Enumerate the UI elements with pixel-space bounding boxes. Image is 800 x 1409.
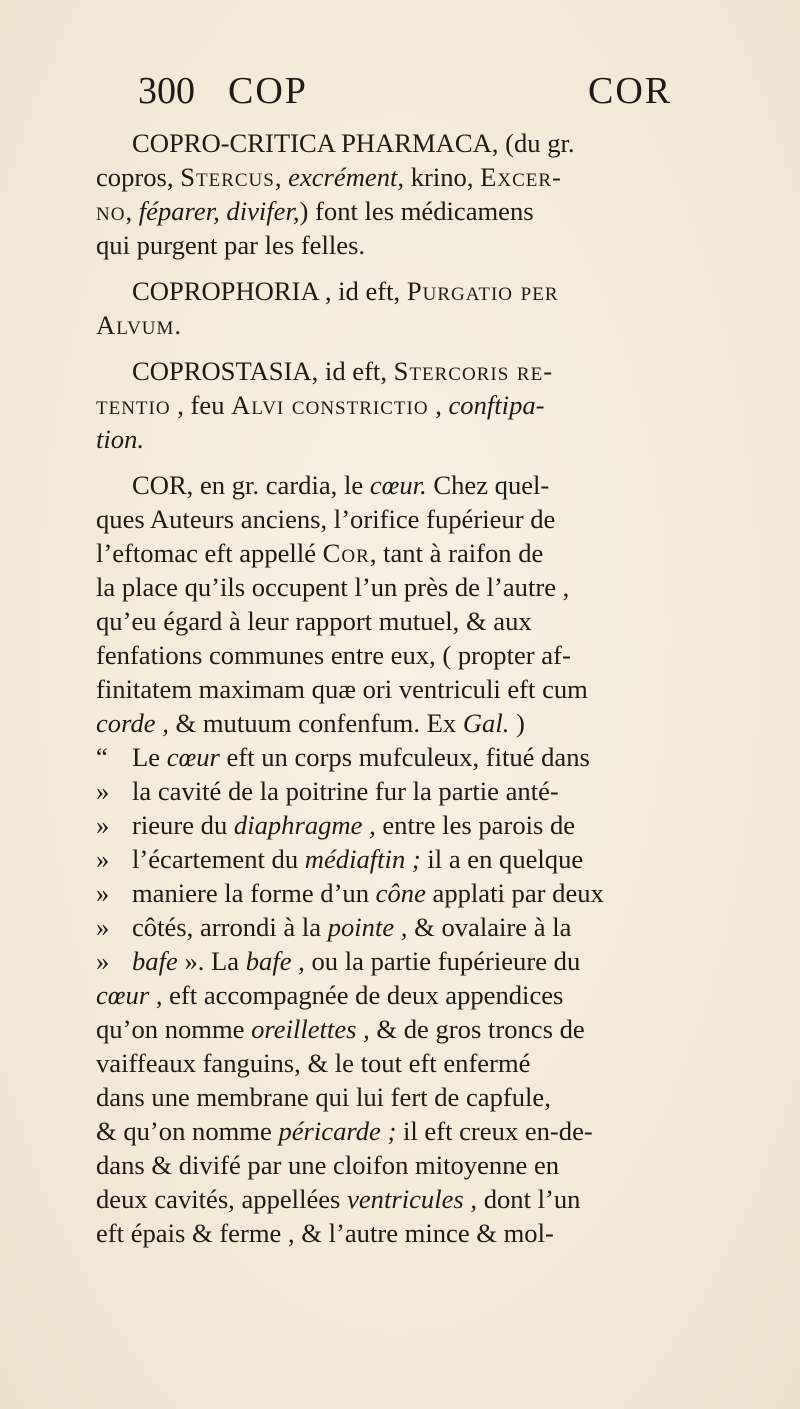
small-caps-text: Alvi constrictio xyxy=(231,390,429,420)
small-caps-text: tentio xyxy=(96,390,171,420)
text-segment: l’eftomac eft appellé xyxy=(96,538,323,568)
small-caps-text: Stercus xyxy=(180,162,275,192)
italic-text: pointe , xyxy=(327,912,408,942)
small-caps-text: Purgatio per xyxy=(406,276,559,306)
text-line xyxy=(96,1114,786,1148)
italic-text: conftipa- xyxy=(448,390,545,420)
text-line xyxy=(96,160,786,194)
italic-text: Gal. xyxy=(462,708,510,738)
text-line xyxy=(96,502,786,536)
running-head-left: COP xyxy=(228,70,308,112)
text-segment: & qu’on nomme xyxy=(96,1116,279,1146)
text-segment: , xyxy=(428,390,449,420)
quotation-mark: » xyxy=(96,878,110,908)
small-caps-text: Stercoris re- xyxy=(393,356,554,386)
text-segment: qu’eu égard à leur rapport mutuel, & aux xyxy=(96,606,532,636)
text-line xyxy=(96,228,786,262)
text-segment: ». La xyxy=(177,946,246,976)
entry-spacer xyxy=(96,456,786,468)
italic-text: médiaftin ; xyxy=(304,844,421,874)
text-segment: ) font les médicamens xyxy=(299,196,534,226)
text-segment: , feu xyxy=(170,390,232,420)
small-caps-text: no xyxy=(96,196,126,226)
text-line xyxy=(96,388,786,422)
italic-text: cœur. xyxy=(369,470,427,500)
italic-text: bafe , xyxy=(245,946,305,976)
text-segment: il eft creux en-de- xyxy=(396,1116,593,1146)
text-segment: vaiffeaux fanguins, & le tout eft enfermé xyxy=(96,1048,531,1078)
text-line xyxy=(96,978,786,1012)
text-segment: eft accompagnée de deux appendices xyxy=(162,980,564,1010)
text-line xyxy=(96,672,786,706)
italic-text: bafe xyxy=(132,946,178,976)
text-line xyxy=(96,1080,786,1114)
text-segment: fenfations communes entre eux, ( propter af- xyxy=(96,640,571,670)
text-line xyxy=(96,706,786,740)
text-line xyxy=(96,842,786,876)
text-line xyxy=(96,740,786,774)
text-segment: copros, xyxy=(96,162,181,192)
text-segment: deux cavités, appellées xyxy=(96,1184,348,1214)
text-segment: eft un corps mufculeux, fitué dans xyxy=(219,742,590,772)
italic-text: cœur , xyxy=(96,980,163,1010)
text-segment: rieure du xyxy=(132,810,234,840)
italic-text: oreillettes , xyxy=(251,1014,370,1044)
text-segment: & ovalaire à la xyxy=(407,912,572,942)
text-segment: COPRO-CRITICA PHARMACA, (du gr. xyxy=(132,128,575,158)
running-header xyxy=(138,66,778,116)
text-line xyxy=(96,422,786,456)
italic-text: diaphragme , xyxy=(233,810,376,840)
small-caps-text: Cor xyxy=(322,538,370,568)
text-segment: COPROPHORIA , id eft, xyxy=(132,276,407,306)
italic-text: péricarde ; xyxy=(278,1116,397,1146)
italic-text: tion. xyxy=(96,424,145,454)
text-line xyxy=(96,536,786,570)
text-segment: COR, en gr. cardia, le xyxy=(132,470,370,500)
text-line xyxy=(96,1012,786,1046)
quotation-mark: » xyxy=(96,912,110,942)
text-line xyxy=(96,1216,786,1250)
page-number: 300 xyxy=(138,70,195,112)
text-line xyxy=(96,944,786,978)
small-caps-text: Alvum. xyxy=(96,310,183,340)
text-line xyxy=(96,876,786,910)
text-segment: , xyxy=(125,196,139,226)
text-segment: COPROSTASIA, id eft, xyxy=(132,356,394,386)
running-head-right: COR xyxy=(588,70,673,112)
text-segment: dans & divifé par une cloifon mitoyenne en xyxy=(96,1150,560,1180)
text-segment: la cavité de la poitrine fur la partie anté- xyxy=(132,776,559,806)
text-segment: ) xyxy=(509,708,525,738)
text-segment: finitatem maximam quæ ori ventriculi eft cum xyxy=(96,674,588,704)
text-segment: applati par deux xyxy=(425,878,604,908)
text-line xyxy=(96,604,786,638)
text-segment: , xyxy=(274,162,289,192)
text-segment: dont l’un xyxy=(477,1184,581,1214)
text-segment: eft épais & ferme , & l’autre mince & mol- xyxy=(96,1218,554,1248)
text-segment: la place qu’ils occupent l’un près de l’autre , xyxy=(96,572,570,602)
italic-text: cœur xyxy=(166,742,220,772)
italic-text: excrément, xyxy=(288,162,405,192)
text-line xyxy=(96,638,786,672)
italic-text: cône xyxy=(375,878,426,908)
text-line xyxy=(96,194,786,228)
text-segment: maniere la forme d’un xyxy=(132,878,376,908)
text-segment: Chez quel- xyxy=(426,470,550,500)
text-line xyxy=(96,126,786,160)
text-line xyxy=(96,774,786,808)
text-segment: qu’on nomme xyxy=(96,1014,252,1044)
text-segment: , tant à raifon de xyxy=(369,538,544,568)
dictionary-entry xyxy=(96,274,786,342)
text-line xyxy=(96,570,786,604)
text-line xyxy=(96,468,786,502)
text-line xyxy=(96,274,786,308)
text-segment: & de gros troncs de xyxy=(369,1014,585,1044)
entry-spacer xyxy=(96,342,786,354)
italic-text: ventricules , xyxy=(347,1184,478,1214)
quotation-mark: » xyxy=(96,844,110,874)
text-line xyxy=(96,1046,786,1080)
text-segment: dans une membrane qui lui fert de capfule, xyxy=(96,1082,551,1112)
dictionary-entry xyxy=(96,468,786,1250)
quotation-mark: » xyxy=(96,776,110,806)
text-segment: qui purgent par les felles. xyxy=(96,230,366,260)
italic-text: féparer, divifer, xyxy=(138,196,300,226)
text-line xyxy=(96,808,786,842)
text-segment: & mutuum confenfum. Ex xyxy=(168,708,463,738)
text-segment: entre les parois de xyxy=(375,810,576,840)
text-segment: ou la partie fupérieure du xyxy=(304,946,581,976)
text-segment: l’écartement du xyxy=(132,844,305,874)
text-segment: krino, xyxy=(404,162,481,192)
text-segment: côtés, arrondi à la xyxy=(132,912,328,942)
text-line xyxy=(96,1182,786,1216)
quotation-mark: “ xyxy=(96,742,108,772)
text-segment: Le xyxy=(132,742,167,772)
text-segment: ques Auteurs anciens, l’orifice fupérieur de xyxy=(96,504,556,534)
small-caps-text: Excer- xyxy=(480,162,562,192)
text-line xyxy=(96,354,786,388)
text-line xyxy=(96,1148,786,1182)
entry-spacer xyxy=(96,262,786,274)
text-segment: il a en quelque xyxy=(420,844,584,874)
text-line xyxy=(96,910,786,944)
text-line xyxy=(96,308,786,342)
quotation-mark: » xyxy=(96,946,110,976)
quotation-mark: » xyxy=(96,810,110,840)
dictionary-entry xyxy=(96,354,786,456)
dictionary-entry xyxy=(96,126,786,262)
dictionary-text xyxy=(96,126,786,1250)
italic-text: corde , xyxy=(96,708,169,738)
